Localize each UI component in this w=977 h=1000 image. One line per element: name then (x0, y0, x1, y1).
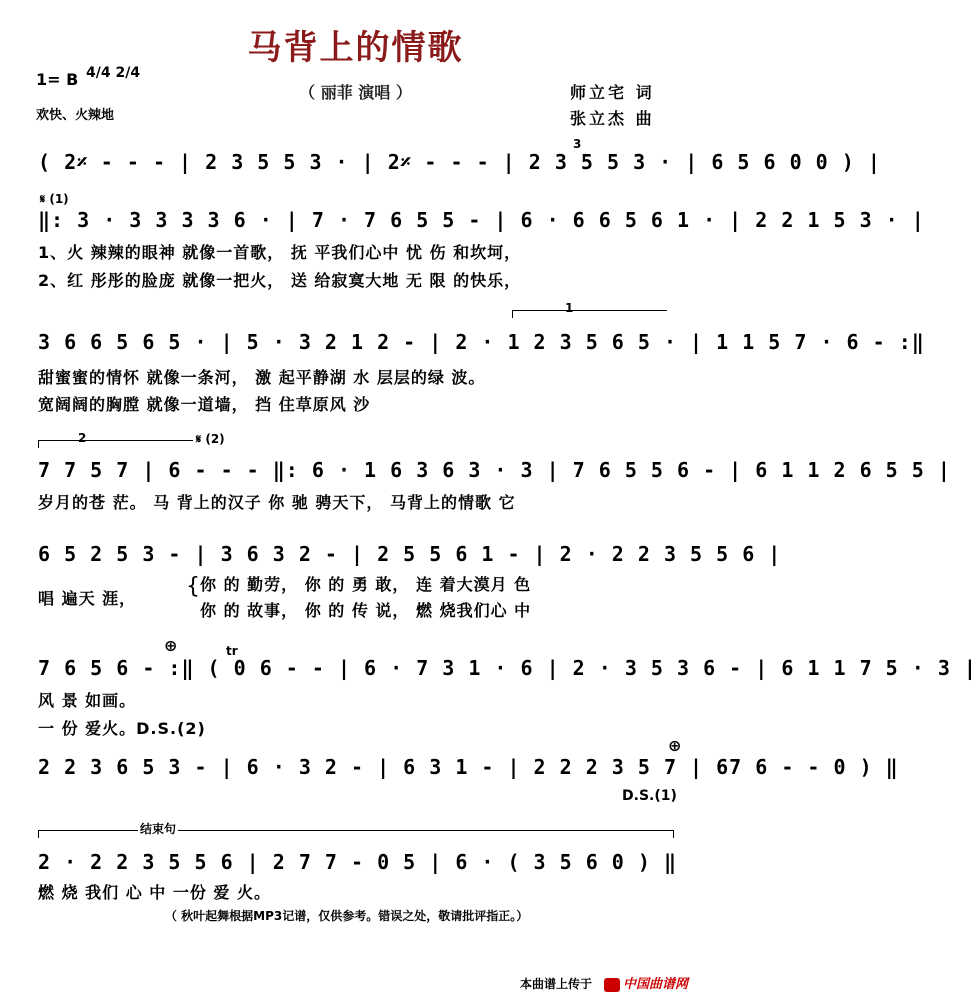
volta-1-tick (512, 310, 513, 318)
lyric-line-6-verse-2: 一 份 爱火。D.S.(2) (38, 719, 206, 738)
volta-2-label: 2 (78, 431, 87, 445)
score-line-3: 3 6 6 5 6 5 · | 5 · 3 2 1 2 - | 2 · 1 2 3 5 6 5 · | 1 1 5 7 · 6 - :‖ (38, 330, 925, 354)
coda-mark-1: ⊕ (164, 636, 178, 655)
lyric-line-5-verse-1: 你 的 勤劳， 你 的 勇 敢， 连 着大漠月 色 (200, 575, 532, 594)
lyric-line-2-verse-2: 2、红 彤彤的脸庞 就像一把火， 送 给寂寞大地 无 限 的快乐， (38, 271, 522, 290)
volta-1-label: 1 (565, 301, 574, 315)
key-signature: 1= B (36, 70, 79, 89)
volta-2-line (38, 440, 193, 441)
coda-mark-2: ⊕ (668, 736, 682, 755)
composer: 张立杰 曲 (570, 109, 655, 128)
lyric-line-2-verse-1: 1、火 辣辣的眼神 就像一首歌， 抚 平我们心中 忧 伤 和坎坷， (38, 243, 522, 262)
site-logo-icon (604, 978, 620, 992)
segno-mark-2: 𝄋 (2) (196, 432, 225, 446)
tempo: 欢快、火辣地 (36, 108, 115, 123)
time-signature: 4/4 2/4 (86, 65, 141, 81)
dal-segno-1: D.S.(1) (622, 788, 677, 804)
lyric-line-5-verse-2: 你 的 故事， 你 的 传 说， 燃 烧我们心 中 (200, 601, 532, 620)
triplet-mark: 3 (573, 137, 582, 151)
lyric-line-5-shared: 唱 遍天 涯， (38, 589, 137, 608)
ending-label: 结束句 (140, 822, 177, 836)
lyric-brace: { (186, 574, 201, 599)
lyric-line-8: 燃 烧 我们 心 中 一份 爱 火。 (38, 883, 271, 902)
lyric-line-3-verse-2: 宽阔阔的胸膛 就像一道墙， 挡 住草原风 沙 (38, 395, 371, 414)
segno-mark-1: 𝄋 (1) (40, 192, 69, 206)
score-line-5: 6 5 2 5 3 - | 3 6 3 2 - | 2 5 5 6 1 - | 2 · 2 2 3 5 5 6 | (38, 542, 782, 566)
source-label: 本曲谱上传于 (520, 977, 593, 991)
page-title: 马背上的情歌 (247, 28, 464, 68)
score-line-4: 7 7 5 7 | 6 - - - ‖: 6 · 1 6 3 6 3 · 3 | 7 6 5 5 6 - | 6 1 1 2 6 5 5 | (38, 458, 951, 482)
lyricist: 师立宅 词 (570, 83, 655, 102)
volta-2-tick (38, 440, 39, 448)
trill-mark: tr (226, 644, 238, 658)
score-line-6: 7 6 5 6 - :‖ ( 0 6 - - | 6 · 7 3 1 · 6 | 2 · 3 5 3 6 - | 6 1 1 7 5 · 3 | (38, 656, 977, 680)
footnote: （ 秋叶起舞根据MP3记谱，仅供参考。错误之处，敬请批评指正。） (165, 909, 529, 923)
lyric-line-3-verse-1: 甜蜜蜜的情怀 就像一条河， 激 起平静湖 水 层层的绿 波。 (38, 368, 486, 387)
score-line-1: ( 2𝄎 - - - | 2 3 5 5 3 · | 2𝄎 - - - | 2 3 5 5 3 · | 6 5 6 0 0 ) | (38, 150, 881, 174)
singer: （ 丽菲 演唱 ） (299, 83, 412, 102)
ending-line (38, 830, 674, 831)
volta-1-line (512, 310, 667, 311)
score-line-2: ‖: 3 · 3 3 3 3 6 · | 7 · 7 6 5 5 - | 6 · 6 6 5 6 1 · | 2 2 1 5 3 · | (38, 208, 925, 232)
site-logo[interactable]: 中国曲谱网 (604, 973, 688, 992)
ending-tick-left (38, 830, 39, 838)
lyric-line-4: 岁月的苍 茫。 马 背上的汉子 你 驰 骋天下， 马背上的情歌 它 (38, 493, 516, 512)
score-line-7: 2 2 3 6 5 3 - | 6 · 3 2 - | 6 3 1 - | 2 2 2 3 5 7 | 67 6 - - 0 ) ‖ (38, 755, 899, 779)
ending-tick-right (673, 830, 674, 838)
lyric-line-6-verse-1: 风 景 如画。 (38, 691, 137, 710)
score-line-8: 2 · 2 2 3 5 5 6 | 2 7 7 - 0 5 | 6 · ( 3 5 6 0 ) ‖ (38, 850, 678, 874)
